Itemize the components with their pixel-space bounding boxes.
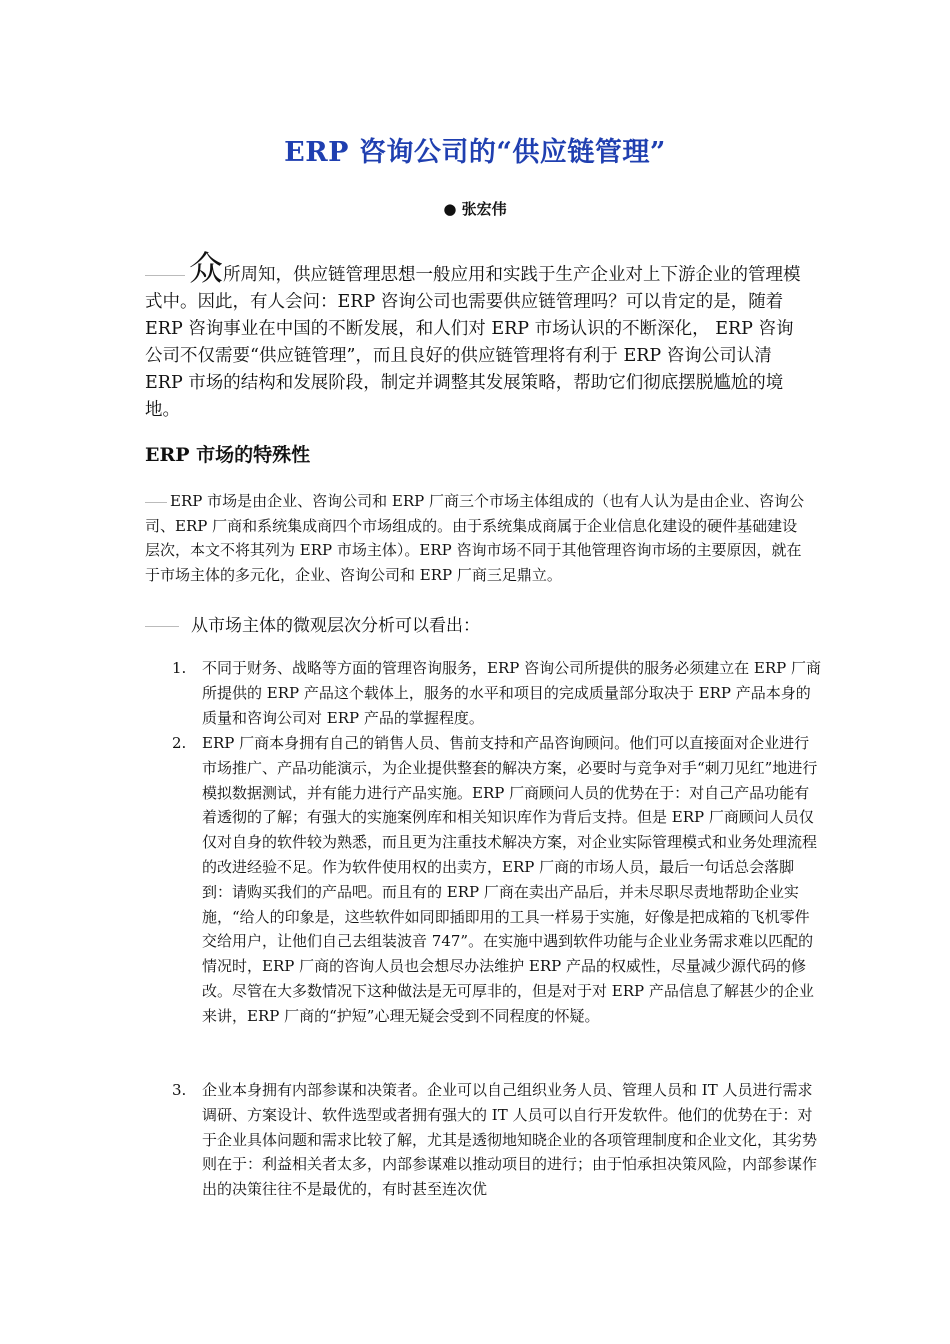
- body-paragraph-2-text: 从市场主体的微观层次分析可以看出：: [191, 616, 480, 636]
- page-title: ERP 咨询公司的“供应链管理”: [284, 137, 666, 168]
- indent-dash: [145, 275, 185, 276]
- indent-dash: [145, 626, 179, 627]
- list-item: [172, 656, 822, 730]
- body-paragraph-1-text: ERP 市场是由企业、咨询公司和 ERP 厂商三个市场主体组成的（也有人认为是由企业、咨询公司、ERP 厂商和系统集成商四个市场组成的。由于系统集成商属于企业信息化建设的硬件基础建设层次，本文不将其列为 ERP 市场主体）。ERP 咨询市场不同于其他管理咨询市场的主要原因，就在于市场主体的多元化，企业、咨询公司和 ERP 厂商三足鼎立。: [145, 492, 804, 584]
- list-item-number: 1.: [172, 659, 187, 677]
- list-item-number: 2.: [172, 734, 187, 752]
- intro-paragraph: [145, 249, 805, 424]
- list-item-text: 不同于财务、战略等方面的管理咨询服务，ERP 咨询公司所提供的服务必须建立在 ERP 厂商所提供的 ERP 产品这个载体上，服务的水平和项目的完成质量部分取决于 ERP 产品本身的质量和咨询公司对 ERP 产品的掌握程度。: [202, 659, 821, 727]
- list-item-number: 3.: [172, 1081, 187, 1099]
- list-item: [172, 1078, 822, 1202]
- drop-cap: 众: [189, 249, 223, 289]
- list-item-text: ERP 厂商本身拥有自己的销售人员、售前支持和产品咨询顾问。他们可以直接面对企业进行市场推广、产品功能演示，为企业提供整套的解决方案，必要时与竞争对手“刺刀见红”地进行模拟数据测试，并有能力进行产品实施。ERP 厂商顾问人员的优势在于：对自己产品功能有着透彻的了解；有强大的实施案例库和相关知识库作为背后支持。但是 ERP 厂商顾问人员仅仅对自身的软件较为熟悉，而且更为注重技术解决方案，对企业实际管理模式和业务处理流程的改进经验不足。作为软件使用权的出卖方，ERP 厂商的市场人员，最后一句话总会落脚到：请购买我们的产品吧。而且有的 ERP 厂商在卖出产品后，并未尽职尽责地帮助企业实施，“给人的印象是，这些软件如同即插即用的工具一样易于实施，好像是把成箱的飞机零件交给用户，让他们自己去组装波音 747”。在实施中遇到软件功能与企业业务需求难以匹配的情况时，ERP 厂商的咨询人员也会想尽办法维护 ERP 产品的权威性，尽量减少源代码的修改。尽管在大多数情况下这种做法是无可厚非的，但是对于对 ERP 产品信息了解甚少的企业来讲，ERP 厂商的“护短”心理无疑会受到不同程度的怀疑。: [202, 734, 818, 1025]
- indent-dash: [145, 502, 167, 503]
- list-item: [172, 731, 822, 1029]
- list-item-text: 企业本身拥有内部参谋和决策者。企业可以自己组织业务人员、管理人员和 IT 人员进行需求调研、方案设计、软件选型或者拥有强大的 IT 人员可以自行开发软件。他们的优势在于：对于企业具体问题和需求比较了解，尤其是透彻地知晓企业的各项管理制度和企业文化，其劣势则在于：利益相关者太多，内部参谋难以推动项目的进行；由于怕承担决策风险，内部参谋作出的决策往往不是最优的，有时甚至连次优: [202, 1081, 818, 1199]
- intro-text: 所周知，供应链管理思想一般应用和实践于生产企业对上下游企业的管理模式中。因此，有人会问：ERP 咨询公司也需要供应链管理吗？可以肯定的是，随着 ERP 咨询事业在中国的不断发展，和人们对 ERP 市场认识的不断深化， ERP 咨询公司不仅需要“供应链管理”，而且良好的供应链管理将有利于 ERP 咨询公司认清 ERP 市场的结构和发展阶段，制定并调整其发展策略，帮助它们彻底摆脱尴尬的境地。: [145, 265, 801, 420]
- body-paragraph-1: [145, 489, 810, 587]
- body-paragraph-2: [145, 611, 480, 636]
- author-byline: ● 张宏伟: [443, 200, 507, 218]
- section-heading: ERP 市场的特殊性: [145, 444, 311, 466]
